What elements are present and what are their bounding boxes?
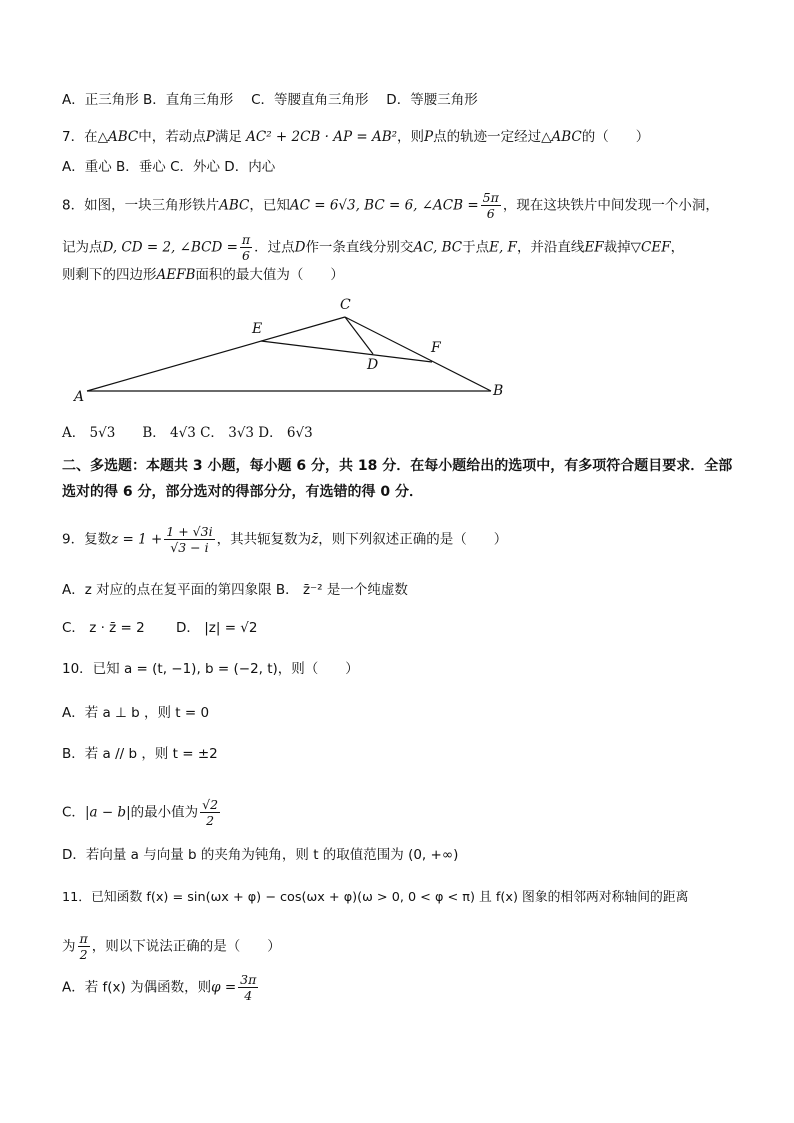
- q11-phi-fraction: $\frac{3\pi}{4}$: [240, 972, 257, 1003]
- label-f: F: [431, 340, 441, 356]
- q8-angle2-fraction: $\frac{\pi}{6}$: [241, 232, 251, 263]
- q10-option-b: B．若 a // b ，则 t = ±2: [62, 746, 218, 762]
- label-e: E: [252, 321, 263, 337]
- label-c: C: [340, 297, 351, 313]
- q9-stem: 9．复数z = 1 + $\frac{1 + √3i}{√3 - i}$ ，其共轭复数为z̄，则下列叙述正确的是（ ）: [62, 524, 508, 555]
- side-ac: [87, 317, 345, 391]
- q8-line2: 记为点D, CD = 2, ∠BCD = $\frac{\pi}{6}$ ．过点D作一条直线分别交AC, BC于点E, F，并沿直线EF裁掉▽CEF，: [62, 232, 685, 263]
- q8-options: A． 5√3 B． 4√3 C． 3√3 D． 6√3: [62, 425, 313, 441]
- q8-triangle-figure: [70, 293, 520, 408]
- q8-angle-fraction: $\frac{5\pi}{6}$: [482, 190, 499, 221]
- q9-options-cd: C． z · z̄ = 2 D． |z| = √2: [62, 620, 258, 636]
- q11-option-a: A．若 f(x) 为偶函数，则φ = $\frac{3\pi}{4}$: [62, 972, 257, 1003]
- q7-vector-expression: AC² + 2CB · AP = AB²: [246, 129, 398, 145]
- label-d: D: [367, 357, 379, 373]
- q10-stem: 10．已知 a = (t, −1), b = (−2, t)，则（ ）: [62, 661, 359, 677]
- q9-fraction: $\frac{1 + √3i}{√3 - i}$: [166, 524, 213, 555]
- q6-options: A．正三角形 B．直角三角形 C．等腰直角三角形 D．等腰三角形: [62, 92, 478, 108]
- q7-stem: 7．在△ABC中，若动点P满足 AC² + 2CB · AP = AB²，则P点的轨迹一定经过△ABC的（ ）: [62, 129, 650, 145]
- label-a: A: [74, 389, 85, 405]
- q11-line2: 为 $\frac{\pi}{2}$ ，则以下说法正确的是（ ）: [62, 931, 281, 962]
- q11-distance-fraction: $\frac{\pi}{2}$: [79, 931, 88, 962]
- q9-options-ab: A．z 对应的点在复平面的第四象限 B． z̄⁻² 是一个纯虚数: [62, 582, 408, 598]
- q10-option-d: D．若向量 a 与向量 b 的夹角为钝角，则 t 的取值范围为 (0, +∞): [62, 847, 459, 863]
- q8-line1: 8．如图，一块三角形铁片ABC，已知AC = 6√3, BC = 6, ∠ACB = $\frac{5\pi}{6}$ ，现在这块铁片中间发现一个小洞，: [62, 190, 719, 221]
- q10-option-a: A．若 a ⊥ b ，则 t = 0: [62, 705, 210, 721]
- q10-option-c: C．|a − b|的最小值为 $\frac{√2}{2}$: [62, 797, 219, 828]
- q8-line3: 则剩下的四边形AEFB面积的最大值为（ ）: [62, 267, 344, 283]
- section-2-heading: 二、多选题：本题共 3 小题，每小题 6 分，共 18 分．在每小题给出的选项中，有多项符合题目要求．全部选对的得 6 分，部分选对的得部分分，有选错的得 0 分．: [62, 458, 733, 500]
- label-b: B: [493, 383, 504, 399]
- q7-options: A．重心 B．垂心 C．外心 D．内心: [62, 159, 276, 175]
- segment-ef: [261, 341, 432, 362]
- q10-min-fraction: $\frac{√2}{2}$: [202, 797, 219, 828]
- q11-line1: 11．已知函数 f(x) = sin(ωx + φ) − cos(ωx + φ)(ω > 0, 0 < φ < π) 且 f(x) 图象的相邻两对称轴间的距离: [62, 890, 689, 905]
- segment-cd: [345, 317, 373, 354]
